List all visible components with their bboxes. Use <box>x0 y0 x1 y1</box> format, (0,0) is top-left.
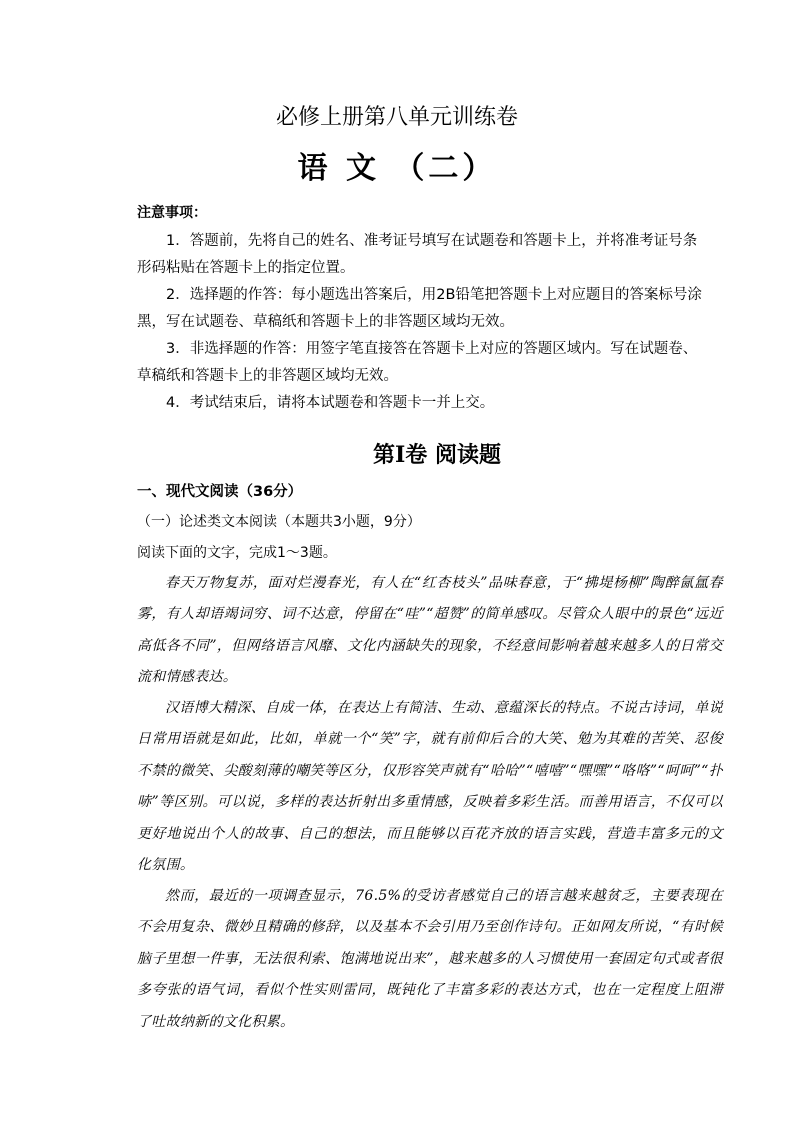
notice-heading: 注意事项： <box>137 205 207 221</box>
exam-title: 语 文 （二） <box>297 151 497 186</box>
part-title: 一、现代文阅读（36分） <box>137 484 303 500</box>
sub-section-title: （一）论述类文本阅读（本题共3小题，9分） <box>137 514 421 530</box>
notice-item-1: 1．答题前，先将自己的姓名、准考证号填写在试题卷和答题卡上，并将准考证号条形码粘贴在答题卡上的指定位置。 <box>137 233 698 276</box>
volume-title: 第Ⅰ卷 阅读题 <box>373 442 501 468</box>
passage-paragraph: 然而，最近的一项调查显示，76.5%的受访者感觉自己的语言越来越贫乏，主要表现在不会用复杂、微妙且精确的修辞，以及基本不会引用乃至创作诗句。正如网友所说，“有时候脑子里想一件事，无法很利索、饱满地说出来”，越来越多的人习惯使用一套固定句式或者很多夸张的语气词，看似个性实则雷同，既钝化了丰富多彩的表达方式，也在一定程度上阻滞了吐故纳新的文化积累。 <box>137 888 723 1030</box>
notice-item-3: 3．非选择题的作答：用签字笔直接答在答题卡上对应的答题区域内。写在试题卷、草稿纸和答题卡上的非答题区域均无效。 <box>137 341 698 384</box>
passage-paragraph: 春天万物复苏，面对烂漫春光，有人在“红杏枝头”品味春意，于“拂堤杨柳”陶醉氤氲春雾，有人却语竭词穷、词不达意，停留在“哇”“超赞”的简单感叹。尽管众人眼中的景色“远近高低各不同”，但网络语言风靡、文化内涵缺失的现象，不经意间影响着越来越多人的日常交流和情感表达。 <box>137 575 723 686</box>
passage-paragraph: 汉语博大精深、自成一体，在表达上有简洁、生动、意蕴深长的特点。不说古诗词，单说日常用语就是如此，比如，单就一个“笑”字，就有前仰后合的大笑、勉为其难的苦笑、忍俊不禁的微笑、尖酸刻薄的嘲笑等区分，仅形容笑声就有“哈哈”“嘻嘻”“嘿嘿”“咯咯”“呵呵”“扑哧”等区别。可以说，多样的表达折射出多重情感，反映着多彩生活。而善用语言，不仅可以更好地说出个人的故事、自己的想法，而且能够以百花齐放的语言实践，营造丰富多元的文化氛围。 <box>137 700 723 874</box>
notice-item-4: 4．考试结束后，请将本试题卷和答题卡一并上交。 <box>166 395 495 411</box>
notice-item-2: 2．选择题的作答：每小题选出答案后，用2B铅笔把答题卡上对应题目的答案标号涂黑，写在试题卷、草稿纸和答题卡上的非答题区域均无效。 <box>137 287 702 330</box>
exam-subtitle: 必修上册第八单元训练卷 <box>275 105 518 130</box>
reading-instruction: 阅读下面的文字，完成1～3题。 <box>137 545 337 561</box>
